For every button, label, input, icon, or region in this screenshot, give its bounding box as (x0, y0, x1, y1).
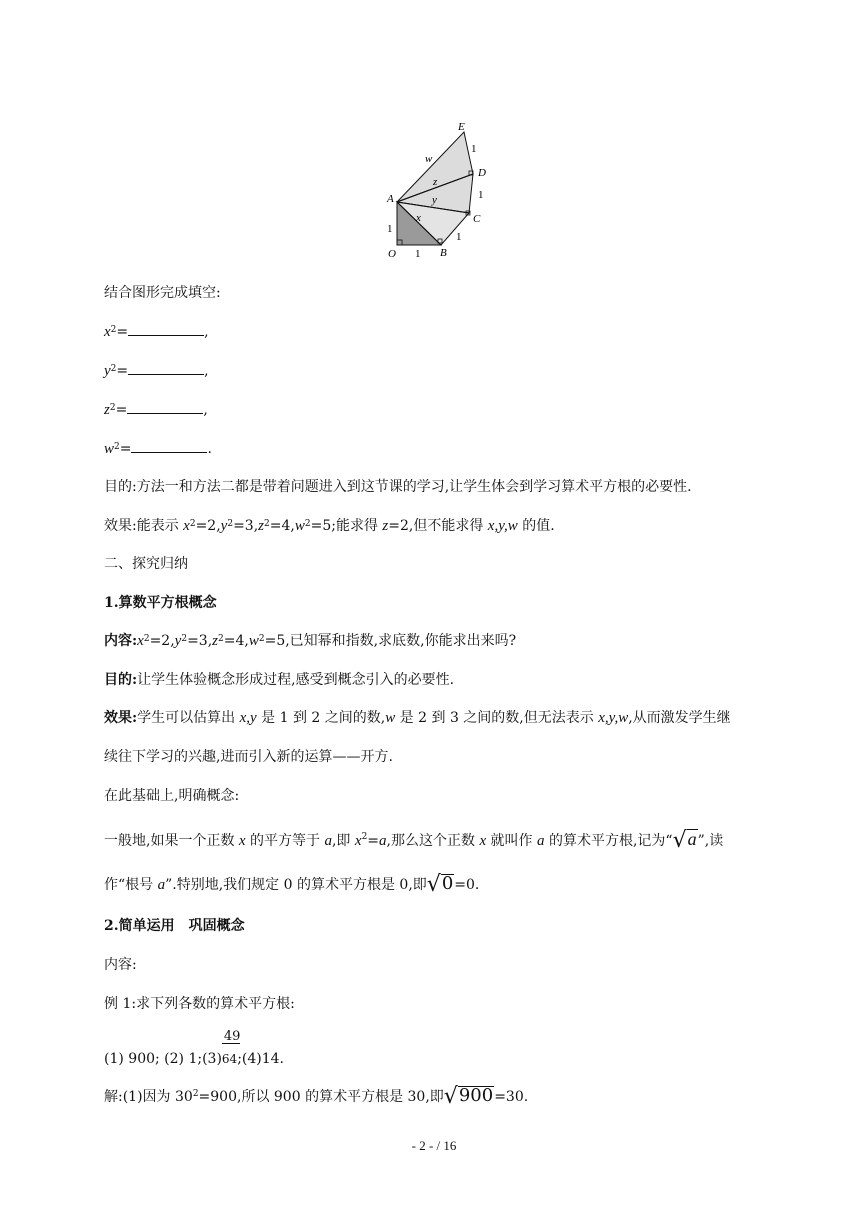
label-w: w (425, 153, 433, 165)
label-one-CB: 1 (456, 231, 462, 243)
label-one-AO: 1 (387, 223, 393, 235)
label-E: E (458, 121, 465, 133)
intro-line: 结合图形完成填空: (104, 285, 221, 301)
content-line: 内容$:x^2=2,y^2=3,z^2=4,w^2=5$,已知幂和指数,求底数,你能求出来吗? (104, 633, 517, 649)
section-heading-2: 二、探究归纳 (104, 556, 188, 572)
effect-2: 效果:学生可以估算出 x,y 是 1 到 2 之间的数,w 是 2 到 3 之间的数,但无法表示 x,y,w,从而激发学生继 (104, 710, 731, 726)
example-items: (1) 900; (2) 1;(3) $\frac{49}{64};(4)14$. (104, 1029, 284, 1067)
label-O: O (388, 248, 396, 260)
label-C: C (473, 213, 481, 225)
label-A: A (387, 193, 394, 205)
label-one-OB: 1 (415, 248, 421, 260)
fraction-49-64: $\frac{49}{64}$ (221, 1029, 241, 1066)
label-z: z (433, 176, 438, 188)
sqrt-a-symbol: √a (672, 828, 697, 853)
blank-z-line: $z^2=$ , (104, 402, 208, 418)
label-B: B (440, 247, 447, 259)
page-number: - 2 - / 16 (411, 1138, 457, 1153)
solution-line: 解:(1)因为 $30^2=900$,所以 900 的算术平方根是 30,即√900=30. (104, 1084, 529, 1109)
blank-w-line: $w^2=$ . (104, 441, 212, 457)
label-D: D (478, 167, 486, 179)
label-y: y (432, 194, 437, 206)
label-one-DC: 1 (478, 189, 484, 201)
answer-blank[interactable] (127, 400, 203, 414)
effect-1: 效果:能表示 $x^2=2,y^2=3,z^2=4,w^2=5$;能求得 z=2,但不能求得 x,y,w 的值. (104, 518, 555, 534)
purpose-1: 目的:方法一和方法二都是带着问题进入到这节课的学习,让学生体会到学习算术平方根的必要性. (104, 479, 692, 495)
answer-blank[interactable] (128, 322, 204, 336)
definition-line-2: 作“根号 a”.特别地,我们规定 0 的算术平方根是 0,即√0=0. (104, 872, 480, 897)
basis-line: 在此基础上,明确概念: (104, 788, 240, 804)
effect-2-line2: 续往下学习的兴趣,进而引入新的运算——开方. (104, 749, 393, 765)
answer-blank[interactable] (131, 439, 207, 453)
example-1: 例 1:求下列各数的算术平方根: (104, 996, 295, 1012)
content-2: 内容: (104, 957, 137, 973)
subheading-concept: 1.算数平方根概念 (104, 595, 217, 611)
blank-y-line: $y^2=$ , (104, 363, 209, 379)
purpose-2: 目的:让学生体验概念形成过程,感受到概念引入的必要性. (104, 672, 455, 688)
answer-blank[interactable] (128, 361, 204, 375)
label-one-ED: 1 (471, 143, 477, 155)
subheading-apply: 2.简单运用 巩固概念 (104, 918, 245, 934)
label-x: x (416, 212, 421, 224)
definition-line: 一般地,如果一个正数 x 的平方等于 a,即 $x^2=a$,那么这个正数 x 就叫作 a 的算术平方根,记为“√a”,读 (104, 828, 724, 853)
spiral-triangle-figure (380, 118, 510, 263)
blank-x-line: $x^2=$ , (104, 324, 209, 340)
sqrt-zero-symbol: √0 (426, 872, 454, 897)
sqrt-900-symbol: √900 (443, 1084, 494, 1109)
